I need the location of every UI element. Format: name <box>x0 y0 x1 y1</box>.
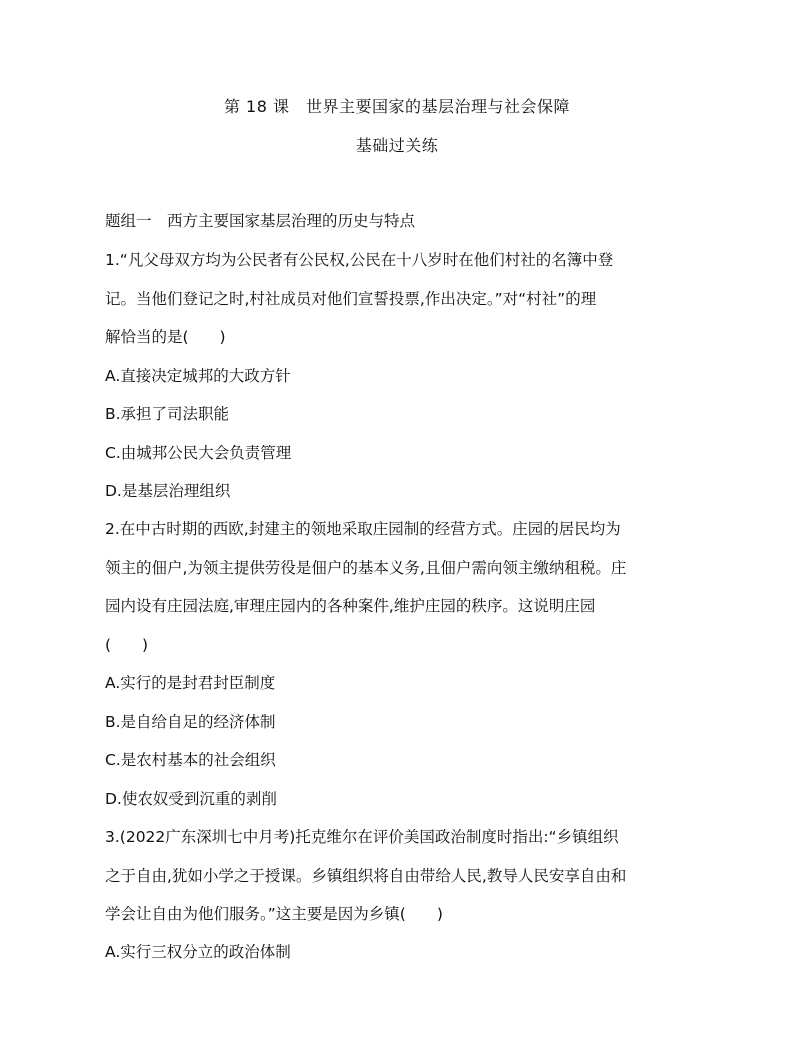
question-2-option-c: C.是农村基本的社会组织 <box>105 751 276 769</box>
question-1-option-c: C.由城邦公民大会负责管理 <box>105 444 292 462</box>
question-1-stem-line-2: 记。当他们登记之时,村社成员对他们宣誓投票,作出决定。”对“村社”的理 <box>105 290 597 308</box>
question-2-stem-line-2: 领主的佃户,为领主提供劳役是佃户的基本义务,且佃户需向领主缴纳租税。庄 <box>105 559 627 577</box>
question-2-option-d: D.使农奴受到沉重的剥削 <box>105 790 277 808</box>
question-3-stem-line-2: 之于自由,犹如小学之于授课。乡镇组织将自由带给人民,教导人民安享自由和 <box>105 867 627 885</box>
question-2-option-b: B.是自给自足的经济体制 <box>105 713 276 731</box>
question-2-stem-line-3: 园内设有庄园法庭,审理庄园内的各种案件,维护庄园的秩序。这说明庄园 <box>105 597 596 615</box>
question-1-option-a: A.直接决定城邦的大政方针 <box>105 367 291 385</box>
page-subtitle: 基础过关练 <box>355 136 439 155</box>
question-1-option-d: D.是基层治理组织 <box>105 482 231 500</box>
question-1-stem-line-1: 1.“凡父母双方均为公民者有公民权,公民在十八岁时在他们村社的名簿中登 <box>105 251 614 269</box>
question-3-stem-line-1: 3.(2022广东深圳七中月考)托克维尔在评价美国政治制度时指出:“乡镇组织 <box>105 828 619 846</box>
question-2-stem-line-1: 2.在中古时期的西欧,封建主的领地采取庄园制的经营方式。庄园的居民均为 <box>105 520 621 538</box>
question-2-stem-line-4: ( ) <box>105 636 149 654</box>
page-title: 第 18 课 世界主要国家的基层治理与社会保障 <box>223 97 571 116</box>
question-3-option-a: A.实行三权分立的政治体制 <box>105 943 291 961</box>
question-1-option-b: B.承担了司法职能 <box>105 405 230 423</box>
question-3-stem-line-3: 学会让自由为他们服务。”这主要是因为乡镇( ) <box>105 905 443 923</box>
section-heading: 题组一 西方主要国家基层治理的历史与特点 <box>105 212 416 230</box>
question-2-option-a: A.实行的是封君封臣制度 <box>105 674 276 692</box>
question-1-stem-line-3: 解恰当的是( ) <box>105 328 226 346</box>
